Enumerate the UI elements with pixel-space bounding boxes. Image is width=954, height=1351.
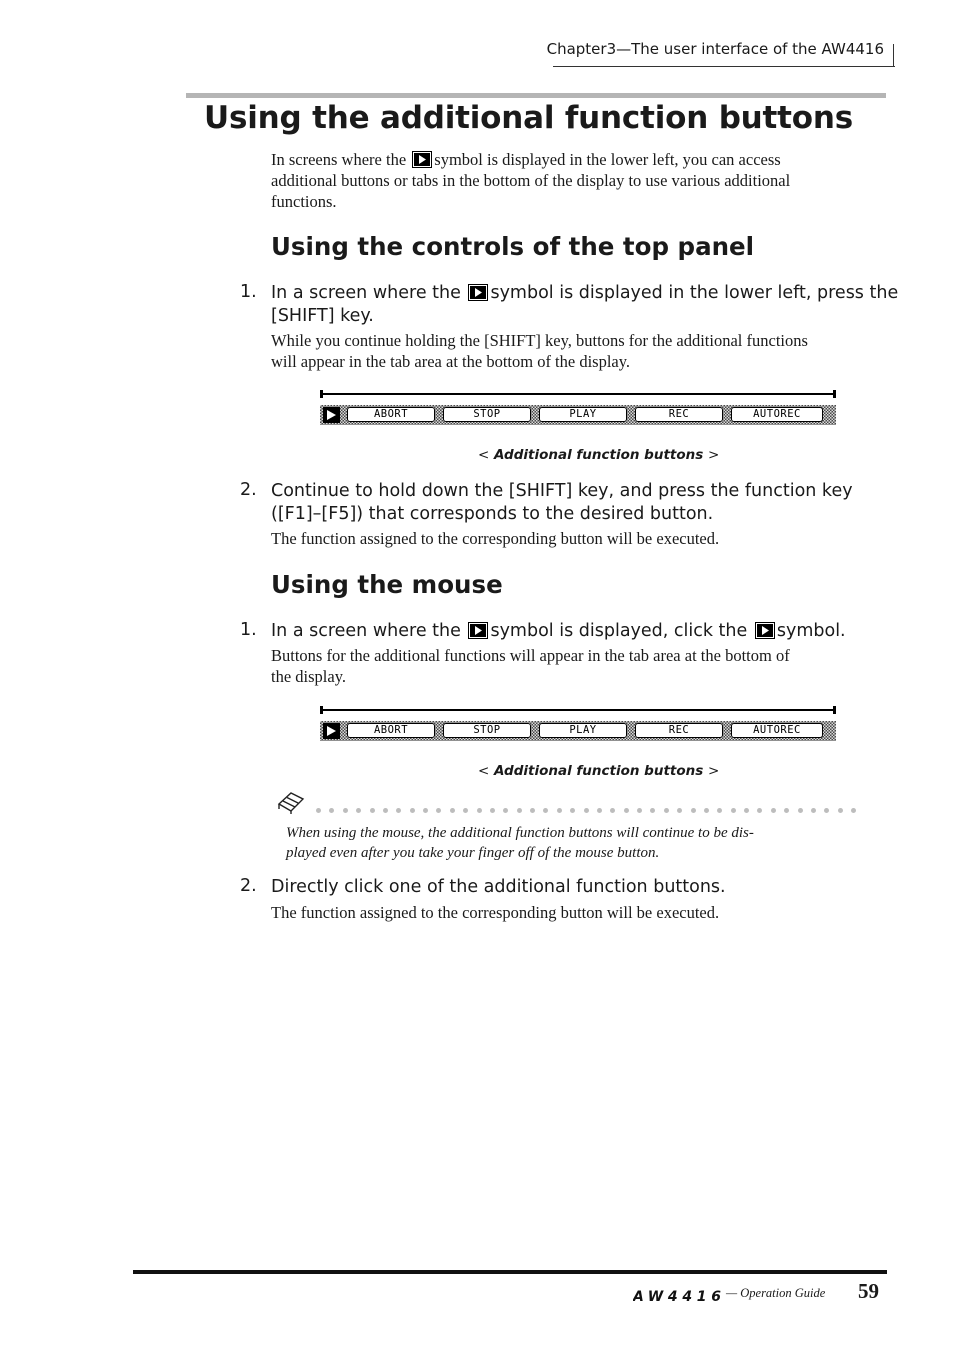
step-text: symbol is displayed, click the	[490, 621, 748, 641]
rec-button[interactable]: REC	[635, 723, 723, 738]
step-text: ([F1]–[F5]) that corresponds to the desired button.	[271, 504, 714, 524]
separator-dot	[650, 808, 655, 813]
additional-function-buttons-display	[320, 390, 836, 428]
step-1-mouse-description	[271, 645, 891, 687]
step-2-mouse: Directly click one of the additional function buttons.	[271, 877, 726, 897]
note-line: played even after you take your finger off of the mouse button.	[286, 845, 660, 861]
separator-dot	[570, 808, 575, 813]
section-heading-mouse: Using the mouse	[271, 570, 503, 599]
separator-dot	[450, 808, 455, 813]
display-border	[833, 390, 836, 398]
figure-caption	[478, 763, 719, 779]
step-number: 1.	[240, 620, 257, 640]
separator-dot	[410, 808, 415, 813]
autorec-button[interactable]: AUTOREC	[731, 723, 823, 738]
step-text: [SHIFT] key.	[271, 306, 374, 326]
separator-dot	[717, 808, 722, 813]
section-heading-top-panel: Using the controls of the top panel	[271, 232, 755, 261]
separator-dot	[396, 808, 401, 813]
note-text	[286, 823, 846, 863]
intro-text-after: symbol is displayed in the lower left, you can access	[434, 150, 781, 169]
separator-dot	[584, 808, 589, 813]
separator-dot	[664, 808, 669, 813]
step-1-mouse	[271, 620, 891, 643]
step-2-top-panel	[271, 480, 891, 526]
caption-bracket: >	[707, 447, 720, 463]
separator-dot	[517, 808, 522, 813]
autorec-button[interactable]: AUTOREC	[731, 407, 823, 422]
step-text: symbol.	[776, 621, 846, 641]
display-border	[320, 393, 836, 395]
play-button[interactable]: PLAY	[539, 407, 627, 422]
display-border	[833, 706, 836, 714]
display-border	[320, 390, 323, 398]
separator-dot	[356, 808, 361, 813]
separator-dot	[824, 808, 829, 813]
separator-dot	[530, 808, 535, 813]
abort-button[interactable]: ABORT	[347, 407, 435, 422]
step-2-description: The function assigned to the corresponding button will be executed.	[271, 529, 720, 548]
caption-bracket: >	[707, 763, 720, 779]
separator-dot	[784, 808, 789, 813]
separator-dot	[370, 808, 375, 813]
separator-dot	[744, 808, 749, 813]
play-arrow-icon	[322, 405, 342, 425]
step-1-top-panel	[271, 282, 899, 328]
header-rule-vertical	[893, 44, 894, 67]
caption-text: Additional function buttons	[494, 763, 704, 779]
intro-text-before: In screens where the	[271, 150, 407, 169]
caption-text: Additional function buttons	[494, 447, 704, 463]
intro-line-3: functions.	[271, 192, 337, 211]
step-number: 2.	[240, 876, 257, 896]
additional-function-buttons-display	[320, 706, 836, 744]
step-text: In a screen where the	[271, 283, 461, 303]
display-border	[320, 706, 323, 714]
separator-dot	[597, 808, 602, 813]
display-border	[320, 709, 836, 711]
separator-dot	[811, 808, 816, 813]
logo-text: AW4416	[633, 1289, 721, 1303]
step-number: 1.	[240, 282, 257, 302]
play-symbol-icon	[468, 622, 488, 639]
play-symbol-icon	[412, 151, 432, 168]
separator-dot	[704, 808, 709, 813]
stop-button[interactable]: STOP	[443, 723, 531, 738]
note-separator	[316, 808, 856, 818]
caption-bracket: <	[478, 763, 490, 779]
step-text: symbol is displayed in the lower left, press the	[490, 283, 899, 303]
note-line: When using the mouse, the additional function buttons will continue to be dis-	[286, 825, 754, 841]
separator-dot	[383, 808, 388, 813]
caption-bracket: <	[478, 447, 490, 463]
separator-dot	[757, 808, 762, 813]
separator-dot	[771, 808, 776, 813]
separator-dot	[316, 808, 321, 813]
separator-dot	[343, 808, 348, 813]
separator-dot	[610, 808, 615, 813]
separator-dot	[329, 808, 334, 813]
separator-dot	[436, 808, 441, 813]
separator-dot	[851, 808, 856, 813]
description-line: the display.	[271, 667, 346, 686]
separator-dot	[798, 808, 803, 813]
page-title: Using the additional function buttons	[204, 100, 854, 136]
intro-line-2: additional buttons or tabs in the bottom of the display to use various additional	[271, 171, 791, 190]
separator-dot	[731, 808, 736, 813]
separator-dot	[838, 808, 843, 813]
play-button[interactable]: PLAY	[539, 723, 627, 738]
footer-rule	[133, 1270, 887, 1274]
rec-button[interactable]: REC	[635, 407, 723, 422]
separator-dot	[557, 808, 562, 813]
figure-caption	[478, 447, 719, 463]
separator-dot	[624, 808, 629, 813]
aw4416-logo	[633, 1288, 723, 1307]
play-symbol-icon	[468, 284, 488, 301]
note-icon	[276, 790, 306, 816]
description-line: will appear in the tab area at the bottom of the display.	[271, 352, 631, 371]
footer-guide: — Operation Guide	[726, 1286, 826, 1300]
separator-dot	[490, 808, 495, 813]
step-text: In a screen where the	[271, 621, 461, 641]
header-rule	[553, 66, 895, 67]
title-bar	[186, 93, 886, 98]
separator-dot	[503, 808, 508, 813]
intro-paragraph	[271, 149, 881, 212]
page-number: 59	[858, 1279, 879, 1303]
separator-dot	[477, 808, 482, 813]
separator-dot	[423, 808, 428, 813]
stop-button[interactable]: STOP	[443, 407, 531, 422]
separator-dot	[463, 808, 468, 813]
play-arrow-icon	[322, 721, 342, 741]
separator-dot	[677, 808, 682, 813]
separator-dot	[691, 808, 696, 813]
step-text: Continue to hold down the [SHIFT] key, and press the function key	[271, 481, 853, 501]
chapter-header: Chapter3—The user interface of the AW4416	[546, 40, 884, 58]
separator-dot	[543, 808, 548, 813]
step-2-mouse-description: The function assigned to the corresponding button will be executed.	[271, 903, 720, 922]
step-number: 2.	[240, 480, 257, 500]
description-line: Buttons for the additional functions will appear in the tab area at the bottom of	[271, 646, 790, 665]
play-symbol-icon	[755, 622, 775, 639]
step-1-description	[271, 330, 891, 372]
separator-dot	[637, 808, 642, 813]
abort-button[interactable]: ABORT	[347, 723, 435, 738]
description-line: While you continue holding the [SHIFT] key, buttons for the additional functions	[271, 331, 808, 350]
